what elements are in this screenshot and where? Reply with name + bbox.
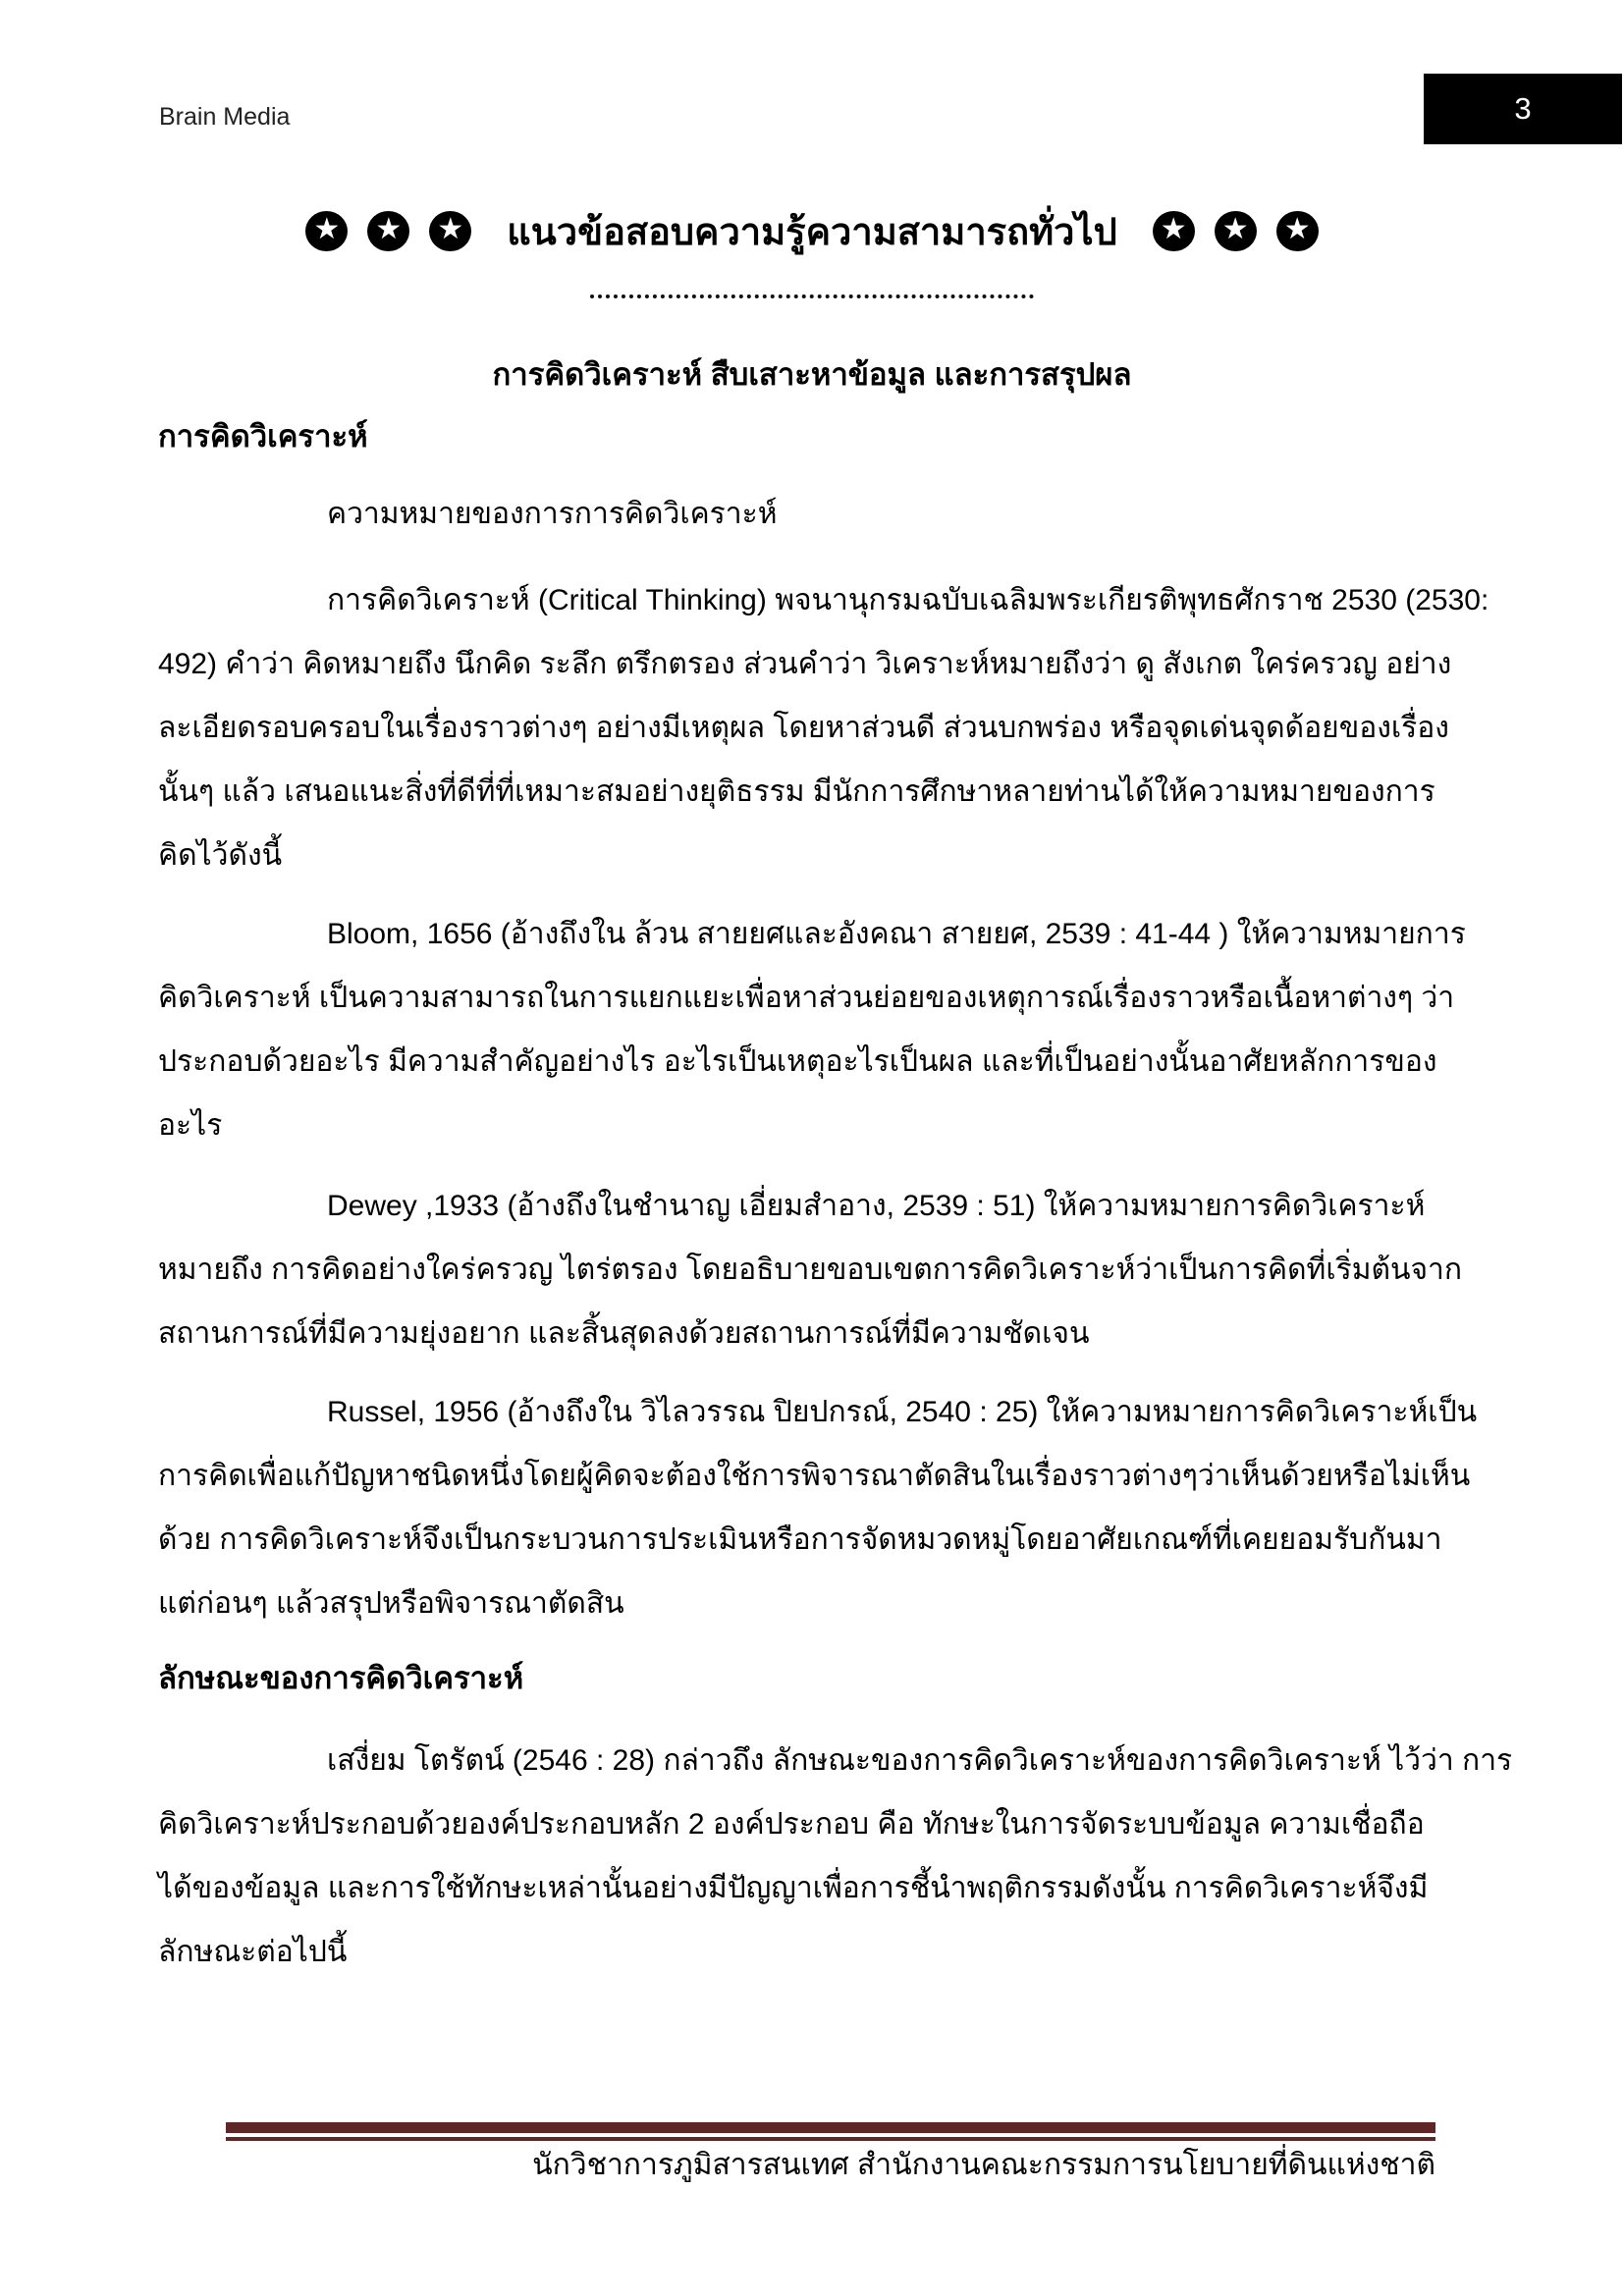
paragraph-definition bbox=[158, 568, 1489, 887]
text-line: ประกอบด้วยอะไร มีความสำคัญอย่างไร อะไรเป็นเหตุอะไรเป็นผล และที่เป็นอย่างนั้นอาศัยหลักการของ bbox=[158, 1045, 1437, 1078]
star-glyph: ★ bbox=[1221, 212, 1249, 245]
text-line: 492) คำว่า คิดหมายถึง นึกคิด ระลึก ตรึกตรอง ส่วนคำว่า วิเคราะห์หมายถึงว่า ดู สังเกต ใคร่ครวญ อย่าง bbox=[158, 648, 1452, 680]
text-line: หมายถึง การคิดอย่างใคร่ครวญ ไตร่ตรอง โดยอธิบายขอบเขตการคิดวิเคราะห์ว่าเป็นการคิดที่เริ่มต้นจาก bbox=[158, 1254, 1463, 1286]
section-heading-characteristics: ลักษณะของการคิดวิเคราะห์ bbox=[158, 1661, 524, 1695]
text-line: Russel, 1956 (อ้างถึงใน วิไลวรรณ ปิยปกรณ์, 2540 : 25) ให้ความหมายการคิดวิเคราะห์เป็น bbox=[327, 1396, 1478, 1428]
text-line: คิดวิเคราะห์ประกอบด้วยองค์ประกอบหลัก 2 องค์ประกอบ คือ ทักษะในการจัดระบบข้อมูล ความเชื่อถือ bbox=[158, 1808, 1425, 1841]
star-glyph: ★ bbox=[1160, 212, 1187, 245]
text-line: ความหมายของการการคิดวิเคราะห์ bbox=[327, 498, 778, 530]
text-line: คิดวิเคราะห์ เป็นความสามารถในการแยกแยะเพื่อหาส่วนย่อยของเหตุการณ์เรื่องราวหรือเนื้อหาต่างๆ ว่า bbox=[158, 982, 1455, 1014]
brand-label: Brain Media bbox=[159, 103, 291, 131]
text-line: ได้ของข้อมูล และการใช้ทักษะเหล่านั้นอย่างมีปัญญาเพื่อการชี้นำพฤติกรรมดังนั้น การคิดวิเคราะห์จึงมี bbox=[158, 1872, 1429, 1904]
text-line: เสงี่ยม โตรัตน์ (2546 : 28) กล่าวถึง ลักษณะของการคิดวิเคราะห์ของการคิดวิเคราะห์ ไว้ว่า การ bbox=[327, 1744, 1513, 1777]
paragraph-sangiam bbox=[158, 1729, 1513, 1984]
text-line: อะไร bbox=[158, 1109, 223, 1142]
footer-credit: นักวิชาการภูมิสารสนเทศ สำนักงานคณะกรรมการนโยบายที่ดินแห่งชาติ bbox=[532, 2149, 1435, 2181]
document-subtitle: การคิดวิเคราะห์ สืบเสาะหาข้อมูล และการสรุปผล bbox=[492, 357, 1132, 392]
paragraph-russel bbox=[158, 1380, 1478, 1635]
text-line: การคิดวิเคราะห์ (Critical Thinking) พจนานุกรมฉบับเฉลิมพระเกียรติพุทธศักราช 2530 (2530: bbox=[327, 584, 1489, 616]
document-body bbox=[158, 0, 1513, 2296]
section-heading-critical-thinking: การคิดวิเคราะห์ bbox=[158, 419, 368, 454]
star-glyph: ★ bbox=[1283, 212, 1311, 245]
document-title: แนวข้อสอบความรู้ความสามารถทั่วไป bbox=[507, 212, 1117, 253]
text-line: นั้นๆ แล้ว เสนอแนะสิ่งที่ดีที่ที่เหมาะสมอย่างยุติธรรม มีนักการศึกษาหลายท่านได้ให้ความหมายของการ bbox=[158, 775, 1435, 808]
star-glyph: ★ bbox=[437, 212, 464, 245]
text-line: ด้วย การคิดวิเคราะห์จึงเป็นกระบวนการประเมินหรือการจัดหมวดหมู่โดยอาศัยเกณฑ์ที่เคยยอมรับกันมา bbox=[158, 1523, 1442, 1556]
text-line: Dewey ,1933 (อ้างถึงในชำนาญ เอี่ยมสำอาง, 2539 : 51) ให้ความหมายการคิดวิเคราะห์ bbox=[327, 1190, 1426, 1222]
footer-divider bbox=[226, 2122, 1435, 2141]
text-line: แต่ก่อนๆ แล้วสรุปหรือพิจารณาตัดสิน bbox=[158, 1587, 624, 1620]
text-line: ลักษณะต่อไปนี้ bbox=[158, 1936, 348, 1968]
text-line: คิดไว้ดังนี้ bbox=[158, 839, 283, 872]
star-glyph: ★ bbox=[375, 212, 403, 245]
paragraph-bloom bbox=[158, 902, 1474, 1157]
paragraph-dewey bbox=[158, 1174, 1474, 1365]
lead-line bbox=[158, 482, 1474, 546]
page-number: 3 bbox=[1514, 91, 1532, 126]
text-line: การคิดเพื่อแก้ปัญหาชนิดหนึ่งโดยผู้คิดจะต้องใช้การพิจารณาตัดสินในเรื่องราวต่างๆว่าเห็นด้วยหรือไม่เห็น bbox=[158, 1460, 1471, 1492]
text-line: ละเอียดรอบครอบในเรื่องราวต่างๆ อย่างมีเหตุผล โดยหาส่วนดี ส่วนบกพร่อง หรือจุดเด่นจุดด้อยของเรื่อง bbox=[158, 712, 1449, 744]
text-line: Bloom, 1656 (อ้างถึงใน ล้วน สายยศและอังคณา สายยศ, 2539 : 41-44 ) ให้ความหมายการ bbox=[327, 918, 1466, 950]
text-line: สถานการณ์ที่มีความยุ่งอยาก และสิ้นสุดลงด้วยสถานการณ์ที่มีความชัดเจน bbox=[158, 1317, 1090, 1350]
star-glyph: ★ bbox=[313, 212, 341, 245]
